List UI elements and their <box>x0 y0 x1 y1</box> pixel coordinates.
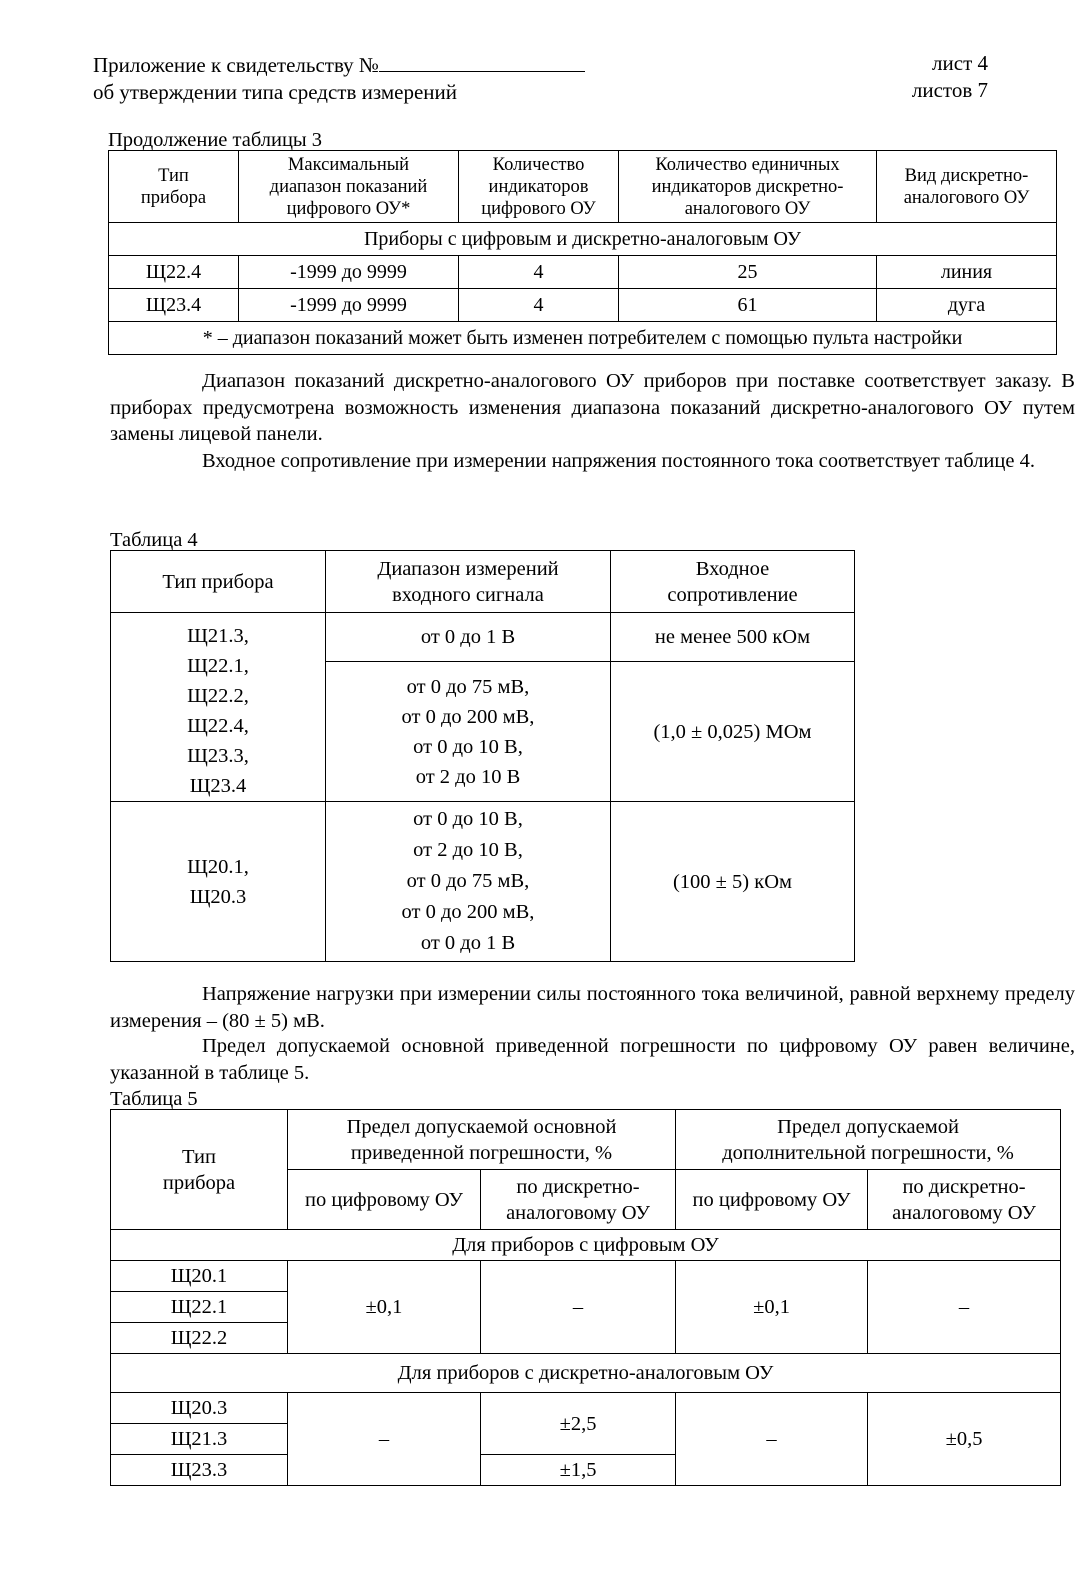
certificate-header <box>93 52 585 106</box>
table5-subheader-digital: по цифровому ОУ <box>288 1170 481 1230</box>
table5-value-cell: – <box>868 1261 1061 1354</box>
paragraph-input-resistance: Входное сопротивление при измерении напряжения постоянного тока соответствует таблице 4. <box>202 450 1035 472</box>
table5-header-type: Тип прибора <box>111 1110 288 1230</box>
table3-section: Приборы с цифровым и дискретно-аналоговым ОУ <box>109 223 1057 256</box>
table-row <box>111 613 855 662</box>
table3-cell: 25 <box>619 256 877 289</box>
table3-header-unit-indicators: Количество единичных индикаторов дискретно- аналогового ОУ <box>619 151 877 223</box>
table3-cell: линия <box>877 256 1057 289</box>
table3-caption: Продолжение таблицы 3 <box>108 129 323 151</box>
table5-type-cell: Щ22.1 <box>111 1292 288 1323</box>
table5-type-cell: Щ20.3 <box>111 1393 288 1424</box>
paragraph-error-limit: Предел допускаемой основной приведенной погрешности по цифровому ОУ равен величине, указанной в таблице 5. <box>110 1035 1075 1084</box>
table3-cell: 61 <box>619 289 877 322</box>
table5-value-cell: ±0,5 <box>868 1393 1061 1486</box>
table4-header-row <box>111 551 855 613</box>
table5-value-cell: – <box>481 1261 676 1354</box>
table3-cell: 4 <box>459 256 619 289</box>
table5-value-cell: ±2,5 <box>481 1393 676 1455</box>
table5-subheader-discrete: по дискретно- аналоговому ОУ <box>868 1170 1061 1230</box>
certificate-number-blank <box>379 53 585 72</box>
table3-header-range: Максимальный диапазон показаний цифрового ОУ* <box>239 151 459 223</box>
table3-header-type: Тип прибора <box>109 151 239 223</box>
table3-cell: Щ22.4 <box>109 256 239 289</box>
certificate-line1: Приложение к свидетельству № <box>93 52 585 79</box>
table5-value-cell: ±0,1 <box>676 1261 868 1354</box>
table4-range-cell: от 0 до 1 В <box>326 613 611 662</box>
table4-resistance-cell: не менее 500 кОм <box>611 613 855 662</box>
table5 <box>110 1109 1061 1486</box>
table3-header-row <box>109 151 1057 223</box>
table4-types-group1: Щ21.3, Щ22.1, Щ22.2, Щ22.4, Щ23.3, Щ23.4 <box>111 613 326 802</box>
table3-cell: -1999 до 9999 <box>239 256 459 289</box>
table3-header-display-kind: Вид дискретно- аналогового ОУ <box>877 151 1057 223</box>
table3-cell: 4 <box>459 289 619 322</box>
table5-type-cell: Щ22.2 <box>111 1323 288 1354</box>
table3-cell: дуга <box>877 289 1057 322</box>
table4-resistance-cell: (1,0 ± 0,025) МОм <box>611 662 855 802</box>
table5-type-cell: Щ20.1 <box>111 1261 288 1292</box>
table5-subheader-digital: по цифровому ОУ <box>676 1170 868 1230</box>
table4-caption: Таблица 4 <box>110 529 198 551</box>
sheet-info <box>912 50 988 104</box>
table5-section-discrete: Для приборов с дискретно-аналоговым ОУ <box>111 1354 1061 1393</box>
paragraph-range-note: Диапазон показаний дискретно-аналогового ОУ приборов при поставке соответствует заказу. В приборах предусмотрена возможность изменения диапазона показаний дискретно-аналогового ОУ путем замены лицевой панели. <box>110 370 1075 445</box>
table5-header-main-error: Предел допускаемой основной приведенной погрешности, % <box>288 1110 676 1170</box>
table4-range-cell: от 0 до 10 В, от 2 до 10 В, от 0 до 75 мВ, от 0 до 200 мВ, от 0 до 1 В <box>326 802 611 962</box>
table3-cell: -1999 до 9999 <box>239 289 459 322</box>
table-row <box>109 256 1057 289</box>
table3-header-indicators: Количество индикаторов цифрового ОУ <box>459 151 619 223</box>
table4-header-resistance: Входное сопротивление <box>611 551 855 613</box>
sheet-number: лист 4 <box>932 51 988 75</box>
table4-types-group2: Щ20.1, Щ20.3 <box>111 802 326 962</box>
table4-range-cell: от 0 до 75 мВ, от 0 до 200 мВ, от 0 до 10 В, от 2 до 10 В <box>326 662 611 802</box>
table4 <box>110 550 855 962</box>
table3 <box>108 150 1057 355</box>
table3-footnote: * – диапазон показаний может быть изменен потребителем с помощью пульта настройки <box>109 322 1057 355</box>
table5-subheader-discrete: по дискретно- аналоговому ОУ <box>481 1170 676 1230</box>
table-row <box>111 1393 1061 1424</box>
table5-type-cell: Щ21.3 <box>111 1424 288 1455</box>
table5-value-cell: – <box>288 1393 481 1486</box>
table-row <box>111 802 855 962</box>
table5-value-cell: – <box>676 1393 868 1486</box>
table5-caption: Таблица 5 <box>110 1088 198 1110</box>
table5-type-cell: Щ23.3 <box>111 1455 288 1486</box>
table-row <box>109 289 1057 322</box>
paragraph-load-voltage: Напряжение нагрузки при измерении силы постоянного тока величиной, равной верхнему пределу измерения – (80 ± 5) мВ. <box>110 983 1075 1032</box>
table5-header-row <box>111 1110 1061 1170</box>
table5-value-cell: ±1,5 <box>481 1455 676 1486</box>
table3-cell: Щ23.4 <box>109 289 239 322</box>
certificate-line2: об утверждении типа средств измерений <box>93 80 458 104</box>
table5-value-cell: ±0,1 <box>288 1261 481 1354</box>
table4-resistance-cell: (100 ± 5) кОм <box>611 802 855 962</box>
table4-header-type: Тип прибора <box>111 551 326 613</box>
table-row <box>111 1261 1061 1292</box>
sheets-total: листов 7 <box>911 78 988 102</box>
table4-header-range: Диапазон измерений входного сигнала <box>326 551 611 613</box>
table5-section-digital: Для приборов с цифровым ОУ <box>111 1230 1061 1261</box>
table5-header-additional-error: Предел допускаемой дополнительной погрешности, % <box>676 1110 1061 1170</box>
